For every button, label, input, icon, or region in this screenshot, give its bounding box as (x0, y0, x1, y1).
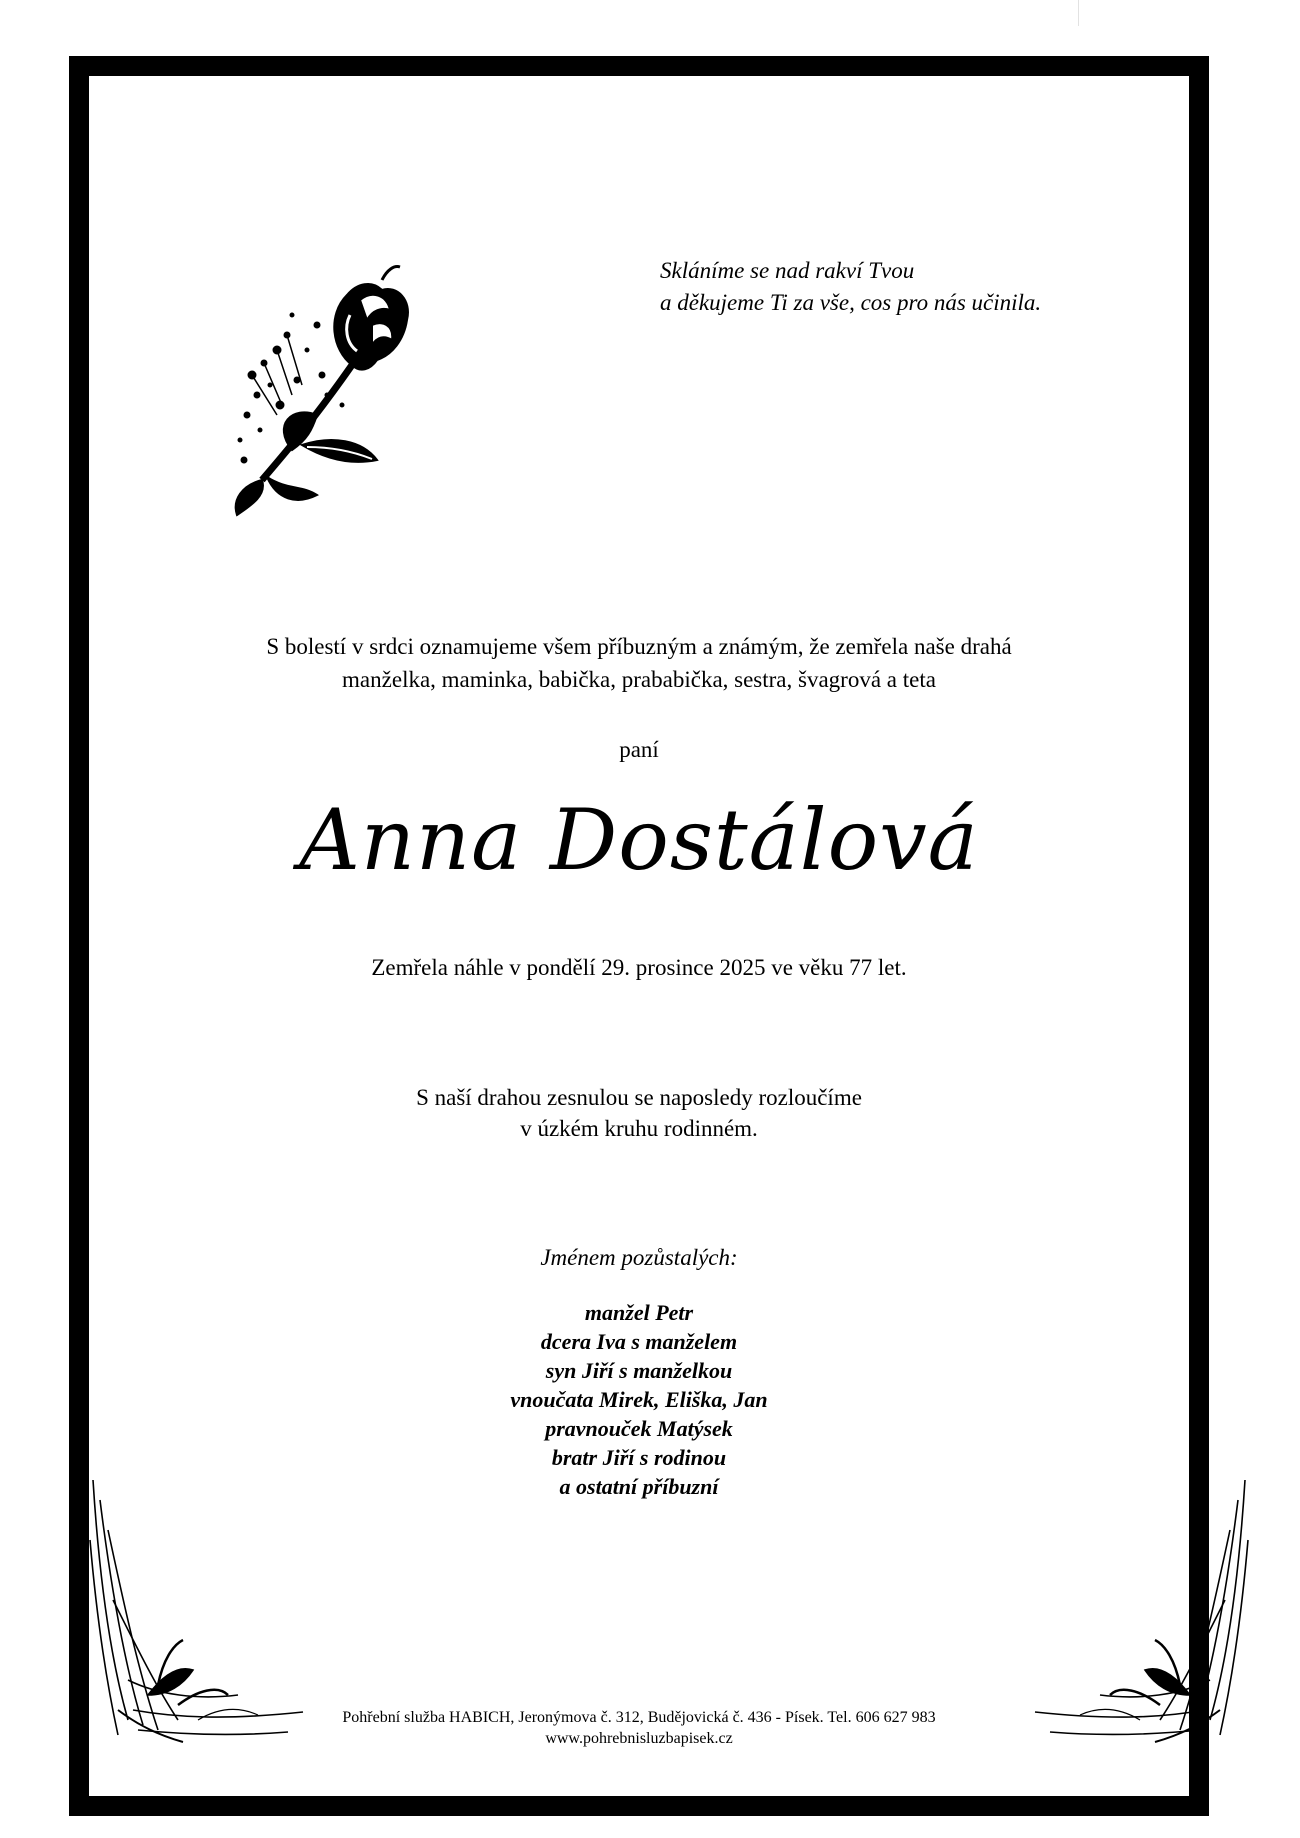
mourner-line: vnoučata Mirek, Eliška, Jan (510, 1387, 768, 1412)
announcement-text (69, 630, 1209, 696)
motto-verse (660, 255, 1041, 319)
farewell-line-1: S naší drahou zesnulou se naposledy rozloučíme (416, 1085, 862, 1110)
motto-line-2: a děkujeme Ti za vše, cos pro nás učinila. (660, 290, 1042, 315)
edge-line (1078, 0, 1079, 26)
motto-line-1: Skláníme se nad rakví Tvou (660, 258, 915, 283)
rose-icon (232, 255, 422, 520)
mourner-line: a ostatní příbuzní (559, 1474, 719, 1499)
footer-website: www.pohrebnisluzbapisek.cz (545, 1730, 733, 1747)
announcement-line-2: manželka, maminka, babička, prababička, sestra, švagrová a teta (342, 667, 936, 692)
deceased-name: Anna Dostálová (299, 791, 979, 889)
funeral-service-footer (69, 1707, 1209, 1749)
mourners-heading: Jménem pozůstalých: (540, 1245, 738, 1270)
mourner-line: dcera Iva s manželem (540, 1329, 738, 1354)
farewell-notice (69, 1082, 1209, 1144)
honorific: paní (619, 737, 659, 762)
mourner-line: bratr Jiří s rodinou (551, 1445, 727, 1470)
mourner-line: pravnouček Matýsek (545, 1416, 733, 1441)
footer-address: Pohřební služba HABICH, Jeronýmova č. 312, Budějovická č. 436 - Písek. Tel. 606 627 983 (342, 1709, 936, 1726)
mourners-list (69, 1298, 1209, 1501)
announcement-line-1: S bolestí v srdci oznamujeme všem příbuzným a známým, že zemřela naše drahá (266, 634, 1012, 659)
farewell-line-2: v úzkém kruhu rodinném. (520, 1116, 758, 1141)
death-details: Zemřela náhle v pondělí 29. prosince 2025 ve věku 77 let. (371, 955, 907, 980)
mourner-line: syn Jiří s manželkou (545, 1358, 733, 1383)
mourner-line: manžel Petr (584, 1300, 694, 1325)
